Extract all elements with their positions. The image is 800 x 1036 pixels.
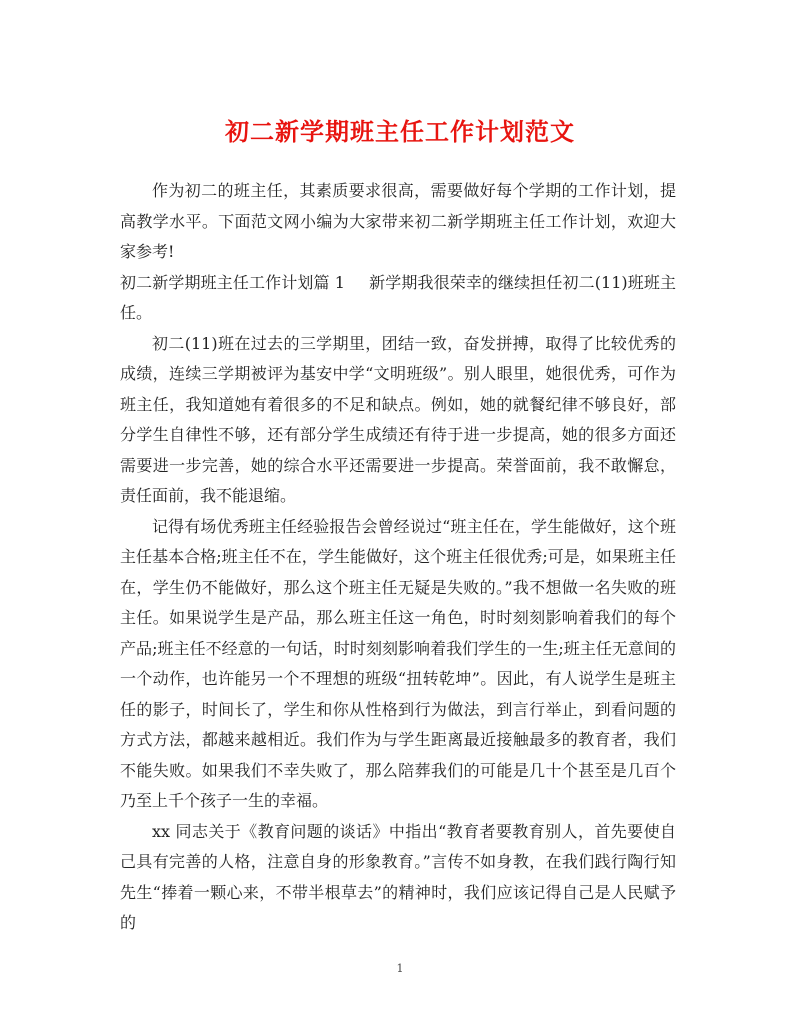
paragraph-section-heading [120,268,676,329]
paragraph-class-overview: 初二(11)班在过去的三学期里，团结一致，奋发拼搏，取得了比较优秀的成绩，连续三学期被评为基安中学“文明班级”。别人眼里，她很优秀，可作为班主任，我知道她有着很多的不足和缺点。例如，她的就餐纪律不够良好，部分学生自律性不够，还有部分学生成绩还有待于进一步提高，她的很多方面还需要进一步完善，她的综合水平还需要进一步提高。荣誉面前，我不敢懈怠，责任面前，我不能退缩。 [120,333,676,505]
page-number: 1 [396,962,404,975]
document-title: 初二新学期班主任工作计划范文 [225,117,575,146]
document-body [120,176,676,939]
paragraph-intro: 作为初二的班主任，其素质要求很高，需要做好每个学期的工作计划，提高教学水平。下面范文网小编为大家带来初二新学期班主任工作计划，欢迎大家参考! [120,181,676,261]
section-heading: 初二新学期班主任工作计划篇 1 [120,272,345,292]
paragraph-education-quote: xx 同志关于《教育问题的谈话》中指出“教育者要教育别人，首先要使自己具有完善的人格，注意自身的形象教育。”言传不如身教，在我们践行陶行知先生“捧着一颗心来，不带半根草去”的精神时，我们应该记得自己是人民赋予的 [120,821,676,932]
paragraph-report-quote: 记得有场优秀班主任经验报告会曾经说过“班主任在，学生能做好，这个班主任基本合格;班主任不在，学生能做好，这个班主任很优秀;可是，如果班主任在，学生仍不能做好，那么这个班主任无疑是失败的。”我不想做一名失败的班主任。如果说学生是产品，那么班主任这一角色，时时刻刻影响着我们的每个产品;班主任不经意的一句话，时时刻刻影响着我们学生的一生;班主任无意间的一个动作，也许能另一个不理想的班级“扭转乾坤”。因此，有人说学生是班主任的影子，时间长了，学生和你从性格到行为做法，到言行举止，到看问题的方式方法，都越来越相近。我们作为与学生距离最近接触最多的教育者，我们不能失败。如果我们不幸失败了，那么陪葬我们的可能是几十个甚至是几百个乃至上千个孩子一生的幸福。 [120,516,676,810]
section-first-sentence: 新学期我很荣幸的继续担任初二(11)班班主任。 [120,272,676,322]
